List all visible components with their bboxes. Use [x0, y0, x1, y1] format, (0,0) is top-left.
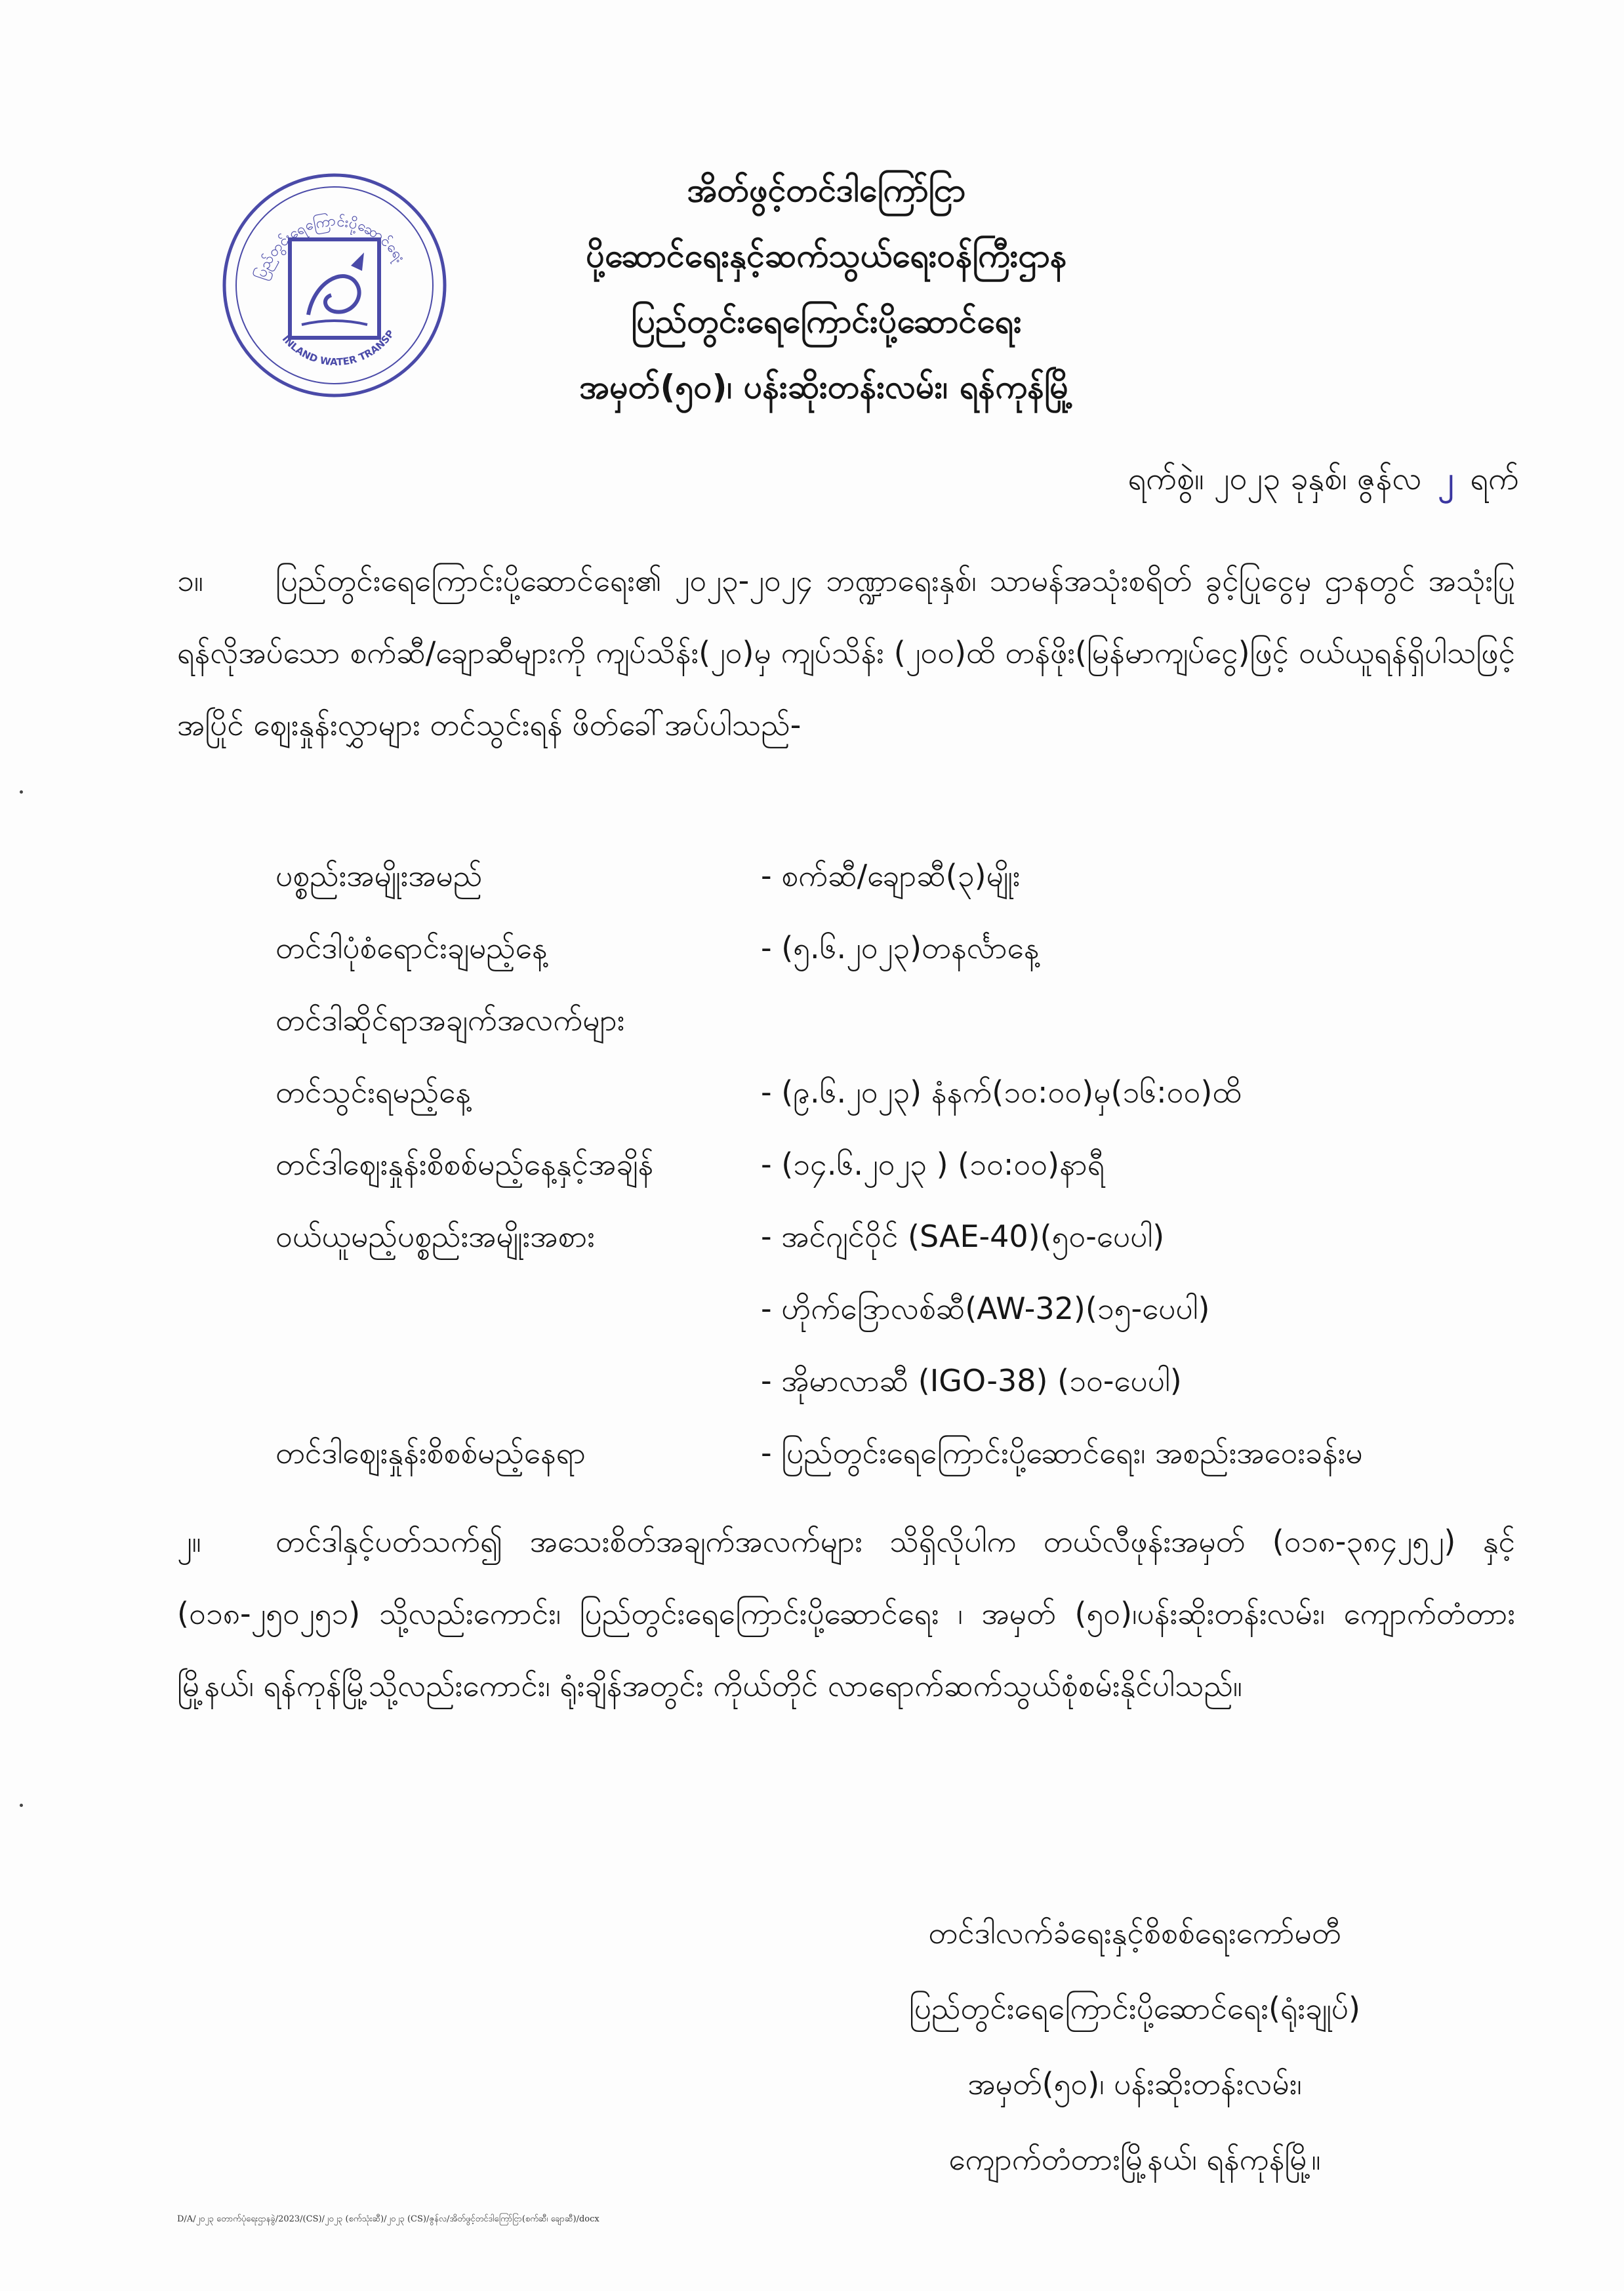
detail-label: ဝယ်ယူမည့်ပစ္စည်းအမျိုးအစား: [275, 1218, 595, 1254]
scan-speck: [20, 1804, 23, 1807]
paragraph-2: [177, 1505, 1515, 1722]
tender-details: [275, 843, 1522, 1492]
detail-value: - (၉.၆.၂၀၂၃) နံနက်(၁၀:၀၀)မှ(၁၆:၀၀)ထိ: [761, 1074, 1242, 1110]
scan-speck: [20, 790, 23, 794]
svg-text:ပြည်တွင်းရေကြောင်းပို့ဆောင်ရေး: ပြည်တွင်းရေကြောင်းပို့ဆောင်ရေး: [253, 212, 409, 282]
svg-text:INLAND WATER TRANSPORT: INLAND WATER TRANSP: [279, 327, 397, 369]
detail-value: - စက်ဆီ/ချောဆီ(၃)မျိုး: [761, 857, 1021, 893]
signature-block: [774, 1896, 1495, 2197]
date-prefix: ရက်စွဲ။ ၂၀၂၃ ခုနှစ်၊ ဇွန်လ: [1127, 460, 1422, 497]
header-title: အိတ်ဖွင့်တင်ဒါကြော်ငြာ: [687, 171, 966, 209]
detail-value: - ပြည်တွင်းရေကြောင်းပို့ဆောင်ရေး၊ အစည်းအဝေးခန်းမ: [761, 1434, 1363, 1470]
paragraph-1-number: ၁။: [177, 563, 203, 598]
signature-address-1: အမှတ်(၅၀)၊ ပန်းဆိုးတန်းလမ်း၊: [967, 2066, 1302, 2101]
header-department: ပြည်တွင်းရေကြောင်းပို့ဆောင်ရေး: [631, 302, 1022, 340]
paragraph-2-number: ၂။: [177, 1524, 201, 1559]
detail-row: [275, 843, 1522, 915]
signature-committee: တင်ဒါလက်ခံရေးနှင့်စိစစ်ရေးကော်မတီ: [928, 1915, 1341, 1951]
detail-label: ပစ္စည်းအမျိုးအမည်: [275, 857, 483, 893]
detail-label: တင်သွင်းရမည့်နေ့: [275, 1074, 471, 1110]
footer-file-reference: D/A/၂၀၂၃ တောက်ပုံရေးဌာနခွဲ/2023/(CS)/၂၀၂၃ (စက်သုံးဆီ)/၂၀၂၃ (CS)/ဇွန်လ/အိတ်ဖွင့်တင်ဒါကြော်ငြာ(စက်ဆီ၊ ချောဆီ)/docx: [177, 2214, 599, 2224]
date-suffix: ရက်: [1470, 460, 1519, 497]
detail-value: - အိုမာလာဆီ (IGO-38) (၁၀-ပေပါ): [761, 1362, 1182, 1398]
detail-row: [275, 987, 1522, 1059]
detail-label: တင်ဒါဈေးနှုန်းစိစစ်မည့်နေရာ: [275, 1434, 586, 1470]
document-header: [367, 157, 1286, 420]
signature-address-2: ကျောက်တံတားမြို့နယ်၊ ရန်ကုန်မြို့။: [948, 2141, 1321, 2177]
header-ministry: ပို့ဆောင်ရေးနှင့်ဆက်သွယ်ရေးဝန်ကြီးဌာန: [586, 237, 1067, 275]
paragraph-1: [177, 544, 1515, 761]
detail-label: တင်ဒါဆိုင်ရာအချက်အလက်များ: [275, 1002, 625, 1038]
detail-row: [275, 1420, 1522, 1492]
detail-row: [275, 1276, 1522, 1348]
detail-row: [275, 1204, 1522, 1276]
detail-value: - (၅.၆.၂၀၂၃)တနင်္လာနေ့: [761, 929, 1040, 965]
header-address: အမှတ်(၅၀)၊ ပန်းဆိုးတန်းလမ်း၊ ရန်ကုန်မြို့: [579, 368, 1074, 406]
signature-department: ပြည်တွင်းရေကြောင်းပို့ဆောင်ရေး(ရုံးချုပ်): [909, 1991, 1360, 2026]
detail-label: တင်ဒါပုံစံရောင်းချမည့်နေ့: [275, 929, 548, 965]
document-date: [1128, 459, 1519, 505]
date-day: ၂: [1438, 460, 1454, 497]
detail-row: [275, 1059, 1522, 1131]
paragraph-2-text: တင်ဒါနှင့်ပတ်သက်၍ အသေးစိတ်အချက်အလက်များ သိရှိလိုပါက တယ်လီဖုန်းအမှတ် (၀၁၈-၃၈၄၂၅၂) နှင့် (၀၁၈-၂၅၀၂၅၁) သို့လည်းကောင်း၊ ပြည်တွင်းရေကြောင်းပို့ဆောင်ရေး ၊ အမှတ် (၅၀)၊ပန်းဆိုးတန်းလမ်း၊ ကျောက်တံတားမြို့နယ်၊ ရန်ကုန်မြို့သို့လည်းကောင်း၊ ရုံးချိန်အတွင်း ကိုယ်တိုင် လာရောက်ဆက်သွယ်စုံစမ်းနိုင်ပါသည်။: [177, 1524, 1515, 1703]
detail-value: - ဟိုက်ဒြောလစ်ဆီ(AW-32)(၁၅-ပေပါ): [761, 1290, 1210, 1326]
detail-row: [275, 1131, 1522, 1204]
detail-row: [275, 1348, 1522, 1420]
detail-value: - (၁၄.၆.၂၀၂၃ ) (၁၀:၀၀)နာရီ: [761, 1146, 1105, 1182]
detail-label: တင်ဒါဈေးနှုန်းစိစစ်မည့်နေ့နှင့်အချိန်: [275, 1146, 654, 1182]
detail-value: - အင်ဂျင်ဝိုင် (SAE-40)(၅၀-ပေပါ): [761, 1218, 1165, 1254]
detail-row: [275, 915, 1522, 987]
paragraph-1-text: ပြည်တွင်းရေကြောင်းပို့ဆောင်ရေး၏ ၂၀၂၃-၂၀၂၄ ဘဏ္ဍာရေးနှစ်၊ သာမန်အသုံးစရိတ် ခွင့်ပြုငွေမှ ဌာနတွင် အသုံးပြုရန်လိုအပ်သော စက်ဆီ/ချောဆီများကို ကျပ်သိန်း(၂၀)မှ ကျပ်သိန်း (၂၀၀)ထိ တန်ဖိုး(မြန်မာကျပ်ငွေ)ဖြင့် ဝယ်ယူရန်ရှိပါသဖြင့် အပြိုင် ဈေးနှုန်းလွှာများ တင်သွင်းရန် ဖိတ်ခေါ်အပ်ပါသည်-: [177, 563, 1515, 742]
